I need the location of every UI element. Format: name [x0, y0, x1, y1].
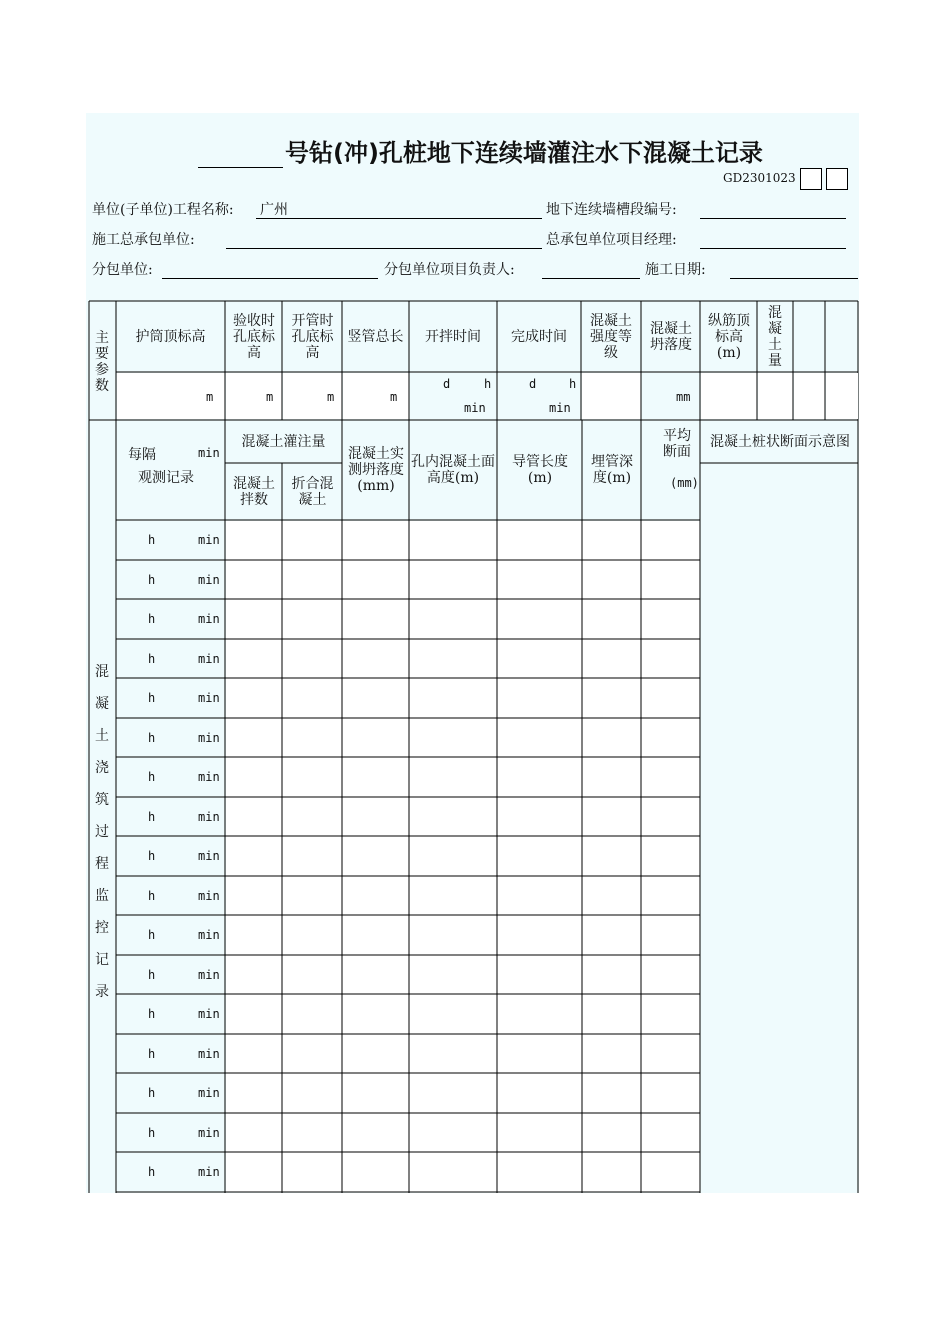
row-hour-unit: h [148, 1165, 156, 1179]
row-hour-unit: h [148, 849, 156, 863]
col-accept-bottom: 验收时孔底标高 [233, 312, 275, 361]
row-hour-unit: h [148, 928, 156, 942]
col-casing-top: 护筒顶标高 [135, 328, 206, 345]
unit-min: min [464, 401, 486, 415]
interval-unit: min [198, 446, 220, 460]
row-minute-unit: min [198, 770, 220, 784]
unit-d: d [529, 377, 537, 391]
project-manager-label: 总承包单位项目经理: [546, 232, 677, 248]
unit-m: m [327, 390, 335, 404]
row-minute-unit: min [198, 968, 220, 982]
row-hour-unit: h [148, 968, 156, 982]
row-hour-unit: h [148, 731, 156, 745]
wall-section-label: 地下连续墙槽段编号: [546, 202, 677, 218]
row-hour-unit: h [148, 889, 156, 903]
page-title: 号钻(冲)孔桩地下连续墙灌注水下混凝土记录 [198, 133, 818, 169]
row-hour-unit: h [148, 533, 156, 547]
row-hour-unit: h [148, 573, 156, 587]
row-minute-unit: min [198, 889, 220, 903]
interval-label: 每隔 [128, 447, 156, 463]
form-code: GD2301023 [723, 171, 796, 185]
burial-depth-header: 埋管深度(m) [591, 454, 633, 486]
row-minute-unit: min [198, 810, 220, 824]
row-hour-unit: h [148, 810, 156, 824]
batches-header: 混凝土拌数 [233, 475, 275, 508]
col-concrete-qty: 混凝土量 [768, 305, 782, 369]
row-hour-unit: h [148, 691, 156, 705]
avg-section-header: 平均断面 [663, 428, 691, 460]
unit-m: m [266, 390, 274, 404]
row-minute-unit: min [198, 1047, 220, 1061]
unit-project-value[interactable]: 广州 [260, 202, 288, 218]
observe-label: 观测记录 [138, 470, 194, 486]
col-end-time: 完成时间 [511, 328, 567, 345]
main-params-label: 主要参数 [95, 330, 109, 394]
param-cell-bg [794, 373, 825, 419]
col-open-bottom: 开管时孔底标高 [291, 312, 334, 361]
unit-d: d [443, 377, 451, 391]
unit-h: h [569, 377, 577, 391]
row-hour-unit: h [148, 652, 156, 666]
row-minute-unit: min [198, 1086, 220, 1100]
param-cell-bg [582, 373, 641, 419]
col-strength: 混凝土强度等级 [590, 312, 632, 361]
pipe-length-header: 导管长度(m) [512, 454, 568, 486]
param-cell-bg [226, 373, 282, 419]
row-hour-unit: h [148, 612, 156, 626]
slump-header: 混凝土实测坍落度(mm) [348, 446, 404, 494]
row-minute-unit: min [198, 612, 220, 626]
row-minute-unit: min [198, 533, 220, 547]
unit-m: m [206, 390, 214, 404]
row-hour-unit: h [148, 1007, 156, 1021]
row-minute-unit: min [198, 652, 220, 666]
unit-min: min [549, 401, 571, 415]
record-area-bg [226, 521, 700, 1192]
row-minute-unit: min [198, 1126, 220, 1140]
row-hour-unit: h [148, 1126, 156, 1140]
sub-manager-label: 分包单位项目负责人: [384, 262, 515, 278]
row-minute-unit: min [198, 691, 220, 705]
construction-date-label: 施工日期: [645, 262, 706, 278]
col-start-time: 开拌时间 [425, 328, 481, 345]
avg-unit: (mm) [670, 476, 699, 490]
height-header: 孔内混凝土面高度(m) [411, 454, 495, 486]
row-minute-unit: min [198, 1165, 220, 1179]
unit-m: m [390, 390, 398, 404]
unit-project-label: 单位(子单位)工程名称: [92, 202, 234, 218]
param-cell-bg [701, 373, 757, 419]
row-minute-unit: min [198, 928, 220, 942]
unit-h: h [484, 377, 492, 391]
row-minute-unit: min [198, 849, 220, 863]
pour-qty-header: 混凝土灌注量 [241, 433, 326, 450]
converted-header: 折合混凝土 [291, 475, 334, 508]
row-minute-unit: min [198, 731, 220, 745]
diagram-header: 混凝土桩状断面示意图 [710, 433, 850, 450]
col-rebar-top: 纵筋顶标高(m) [708, 312, 750, 361]
general-contractor-label: 施工总承包单位: [92, 232, 195, 248]
unit-mm: mm [676, 390, 691, 404]
diagram-area[interactable] [701, 464, 858, 1193]
row-hour-unit: h [148, 1047, 156, 1061]
param-cell-bg [343, 373, 409, 419]
col-pipe-length: 竖管总长 [347, 328, 404, 345]
param-cell-bg [826, 373, 858, 419]
row-hour-unit: h [148, 770, 156, 784]
row-minute-unit: min [198, 1007, 220, 1021]
param-cell-bg [758, 373, 793, 419]
col-slump: 混凝土坍落度 [650, 320, 692, 353]
pour-section-label: 混凝土浇筑过程监控记录 [95, 664, 109, 1000]
row-hour-unit: h [148, 1086, 156, 1100]
subcontractor-label: 分包单位: [92, 262, 153, 278]
row-minute-unit: min [198, 573, 220, 587]
